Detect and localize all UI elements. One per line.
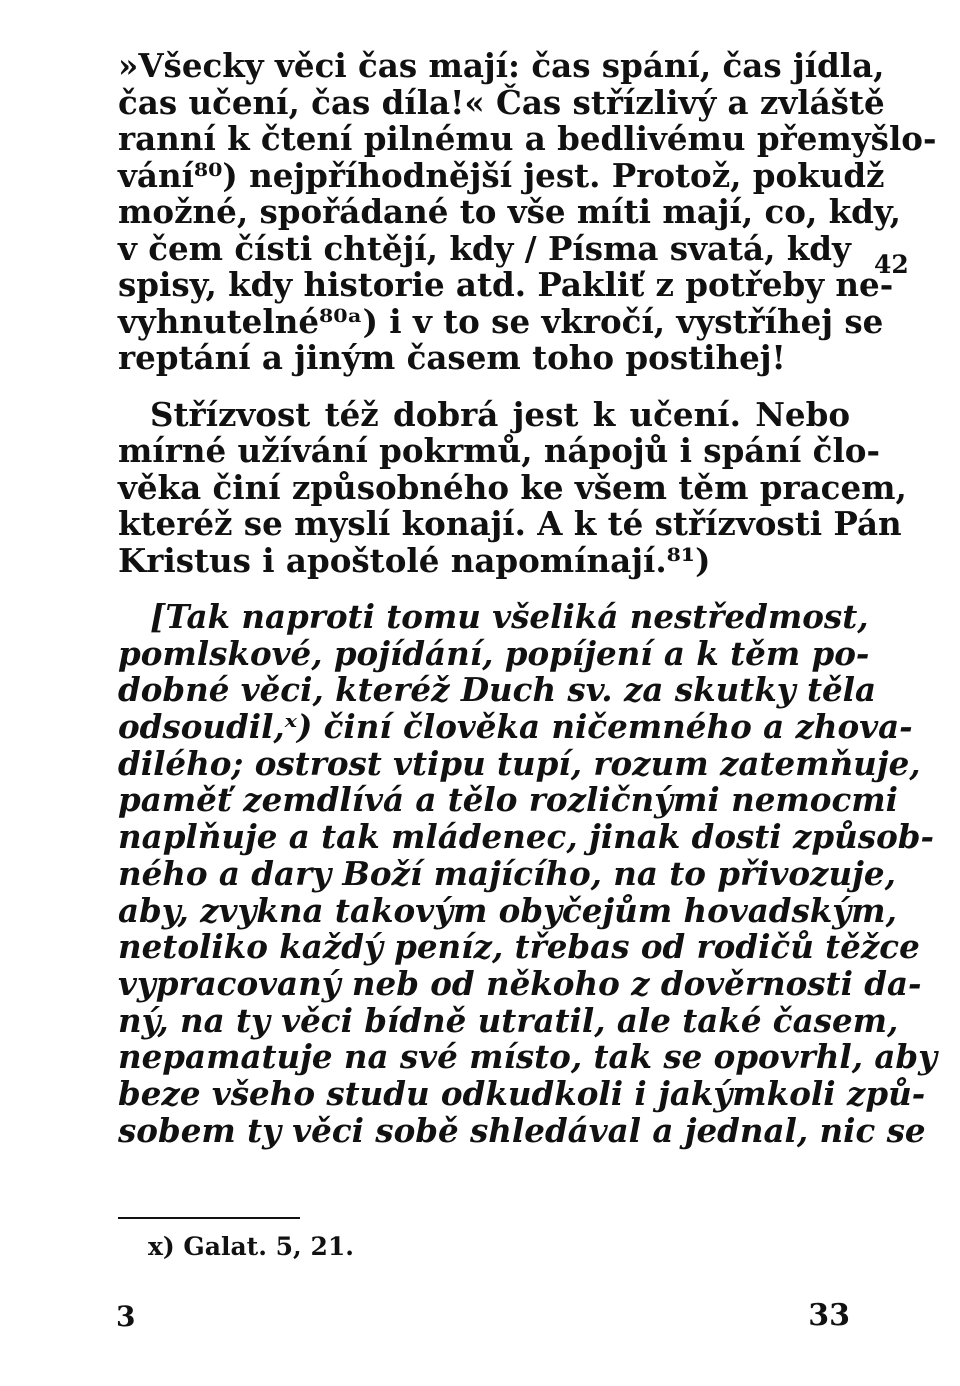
signature-mark: 3 <box>116 1300 136 1333</box>
text-line: reptání a jiným časem toho postihej! <box>118 338 786 377</box>
paragraph-3-italic <box>118 597 938 1150</box>
footnote: x) Galat. 5, 21. <box>148 1232 354 1261</box>
text-line: čas učení, čas díla!« Čas střízlivý a zvláště <box>118 82 885 122</box>
text-line: nepamatuje na své místo, tak se opovrhl, aby <box>118 1037 938 1077</box>
text-line: sobem ty věci sobě shledával a jednal, nic se <box>118 1110 926 1150</box>
text-line: věka činí způsobného ke všem těm pracem, <box>118 467 907 507</box>
margin-number: 42 <box>874 250 909 279</box>
text-line: beze všeho studu odkudkoli i jakýmkoli způ- <box>118 1073 926 1113</box>
text-line: vání⁸⁰) nejpříhodnější jest. Protož, pokudž <box>118 155 885 195</box>
text-line: aby, zvykna takovým obyčejům hovadským, <box>118 890 897 930</box>
text-line: »Všecky věci čas mají: čas spání, čas jídla, <box>118 46 885 85</box>
footnote-rule <box>118 1217 300 1219</box>
text-line: vypracovaný neb od někoho z dověrnosti da- <box>118 963 922 1003</box>
text-line: pomlskové, pojídání, popíjení a k těm po- <box>118 633 870 673</box>
text-line: v čem čísti chtějí, kdy / Písma svatá, kdy <box>118 228 851 268</box>
text-line: ranní k čtení pilnému a bedlivému přemyšlo- <box>118 119 937 158</box>
text-line: dilého; ostrost vtipu tupí, rozum zatemňuje, <box>118 743 921 783</box>
text-line: ný, na ty věci bídně utratil, ale také časem, <box>118 1000 899 1040</box>
text-line: vyhnutelné⁸⁰ᵃ) i v to se vkročí, vystříhej se <box>118 301 884 341</box>
text-line: spisy, kdy historie atd. Pakliť z potřeby ne- <box>118 265 894 304</box>
paragraph-2 <box>118 394 907 580</box>
text-line: Střízvost též dobrá jest k učení. Nebo <box>150 394 850 434</box>
text-line: kteréž se myslí konají. A k té střízvosti Pán <box>118 504 902 543</box>
text-line: netoliko každý peníz, třebas od rodičů těžce <box>118 927 920 967</box>
text-line: [Tak naproti tomu všeliká nestředmost, <box>150 597 869 636</box>
text-line: dobné věci, kteréž Duch sv. za skutky těla <box>118 670 877 710</box>
page-number: 33 <box>808 1298 850 1333</box>
text-line: odsoudil,ˣ) činí člověka ničemného a zhova- <box>118 707 913 747</box>
text-line: Kristus i apoštolé napomínají.⁸¹) <box>118 540 711 580</box>
text-line: možné, spořádané to vše míti mají, co, kdy, <box>118 192 901 231</box>
text-line: ného a dary Boží majícího, na to přivozuje, <box>118 853 896 893</box>
text-line: naplňuje a tak mládenec, jinak dosti způsob- <box>118 817 934 857</box>
text-line: paměť zemdlívá a tělo rozličnými nemocmi <box>118 780 898 820</box>
text-line: mírné užívání pokrmů, nápojů i spání člo- <box>118 431 880 470</box>
